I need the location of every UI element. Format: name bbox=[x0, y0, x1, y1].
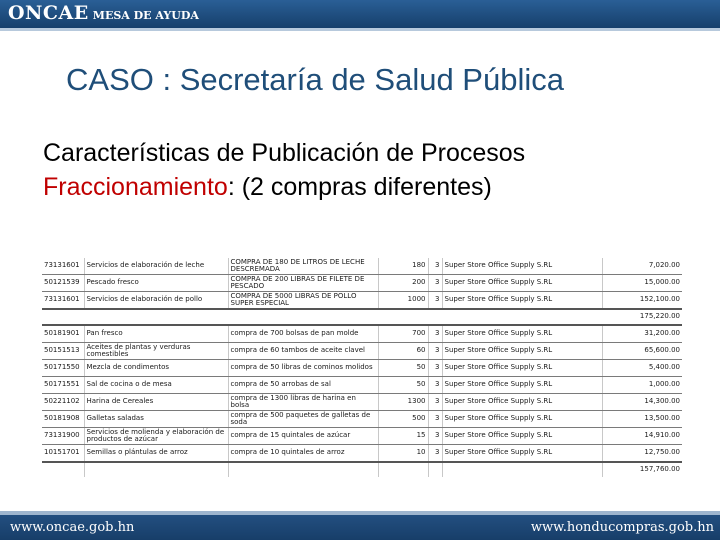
cell-amount: 152,100.00 bbox=[602, 292, 682, 310]
cell-amount: 5,400.00 bbox=[602, 360, 682, 377]
cell-amount: 12,750.00 bbox=[602, 445, 682, 463]
cell-amount: 14,910.00 bbox=[602, 428, 682, 445]
table-total-row bbox=[42, 462, 682, 477]
subtitle-line-1: Características de Publicación de Procesos bbox=[43, 139, 526, 167]
cell-quantity: 50 bbox=[378, 377, 428, 394]
cell-quantity: 500 bbox=[378, 411, 428, 428]
cell-quantity: 50 bbox=[378, 360, 428, 377]
cell-count: 3 bbox=[428, 292, 442, 310]
cell-code: 50181901 bbox=[42, 325, 84, 343]
cell-code: 10151701 bbox=[42, 445, 84, 463]
cell-description: Semillas o plántulas de arroz bbox=[84, 445, 228, 463]
cell-code: 50151513 bbox=[42, 343, 84, 360]
cell-description: Mezcla de condimentos bbox=[84, 360, 228, 377]
cell-code: 50221102 bbox=[42, 394, 84, 411]
cell-item: COMPRA DE 5000 LIBRAS DE POLLO SUPER ESPECIAL bbox=[228, 292, 378, 310]
header-bar bbox=[0, 0, 720, 28]
brand-logo bbox=[8, 2, 199, 24]
table-row bbox=[42, 428, 682, 445]
cell-code: 73131601 bbox=[42, 292, 84, 310]
slide-subtitle bbox=[43, 136, 525, 204]
cell-amount: 13,500.00 bbox=[602, 411, 682, 428]
cell-description: Servicios de molienda y elaboración de productos de azúcar bbox=[84, 428, 228, 445]
cell-supplier: Super Store Office Supply S.RL bbox=[442, 360, 602, 377]
cell-supplier: Super Store Office Supply S.RL bbox=[442, 275, 602, 292]
cell-item: compra de 50 libras de cominos molidos bbox=[228, 360, 378, 377]
cell-amount: 7,020.00 bbox=[602, 258, 682, 275]
cell-amount: 14,300.00 bbox=[602, 394, 682, 411]
subtitle-rest: : (2 compras diferentes) bbox=[227, 173, 492, 201]
cell-code: 73131601 bbox=[42, 258, 84, 275]
table-row bbox=[42, 411, 682, 428]
table-total-row bbox=[42, 309, 682, 325]
cell-description: Pescado fresco bbox=[84, 275, 228, 292]
cell-code: 50121539 bbox=[42, 275, 84, 292]
cell-code: 50181908 bbox=[42, 411, 84, 428]
cell-count: 3 bbox=[428, 275, 442, 292]
brand-name: ONCAE bbox=[8, 2, 89, 24]
cell-count: 3 bbox=[428, 343, 442, 360]
cell-total: 157,760.00 bbox=[602, 462, 682, 477]
table-row bbox=[42, 360, 682, 377]
cell-supplier: Super Store Office Supply S.RL bbox=[442, 377, 602, 394]
footer-link-oncae[interactable]: www.oncae.gob.hn bbox=[10, 520, 135, 535]
footer-link-honducompras[interactable]: www.honducompras.gob.hn bbox=[530, 520, 714, 535]
purchases-table bbox=[42, 258, 682, 488]
cell-supplier: Super Store Office Supply S.RL bbox=[442, 411, 602, 428]
brand-subtitle: MESA DE AYUDA bbox=[92, 9, 199, 22]
table-row bbox=[42, 377, 682, 394]
cell-item: COMPRA DE 200 LIBRAS DE FILETE DE PESCADO bbox=[228, 275, 378, 292]
cell-quantity: 700 bbox=[378, 325, 428, 343]
cell-item: compra de 700 bolsas de pan molde bbox=[228, 325, 378, 343]
cell-item: compra de 1300 libras de harina en bolsa bbox=[228, 394, 378, 411]
subtitle-line-2 bbox=[43, 170, 525, 204]
cell-empty bbox=[42, 462, 84, 477]
cell-quantity: 1300 bbox=[378, 394, 428, 411]
table-row bbox=[42, 394, 682, 411]
cell-description: Sal de cocina o de mesa bbox=[84, 377, 228, 394]
cell-empty bbox=[42, 309, 84, 325]
cell-description: Servicios de elaboración de pollo bbox=[84, 292, 228, 310]
cell-description: Pan fresco bbox=[84, 325, 228, 343]
cell-quantity: 10 bbox=[378, 445, 428, 463]
cell-count: 3 bbox=[428, 411, 442, 428]
cell-code: 50171551 bbox=[42, 377, 84, 394]
cell-count: 3 bbox=[428, 394, 442, 411]
cell-empty bbox=[378, 309, 428, 325]
cell-item: compra de 10 quintales de arroz bbox=[228, 445, 378, 463]
cell-item: compra de 50 arrobas de sal bbox=[228, 377, 378, 394]
cell-description: Harina de Cereales bbox=[84, 394, 228, 411]
cell-supplier: Super Store Office Supply S.RL bbox=[442, 258, 602, 275]
cell-empty bbox=[428, 309, 442, 325]
cell-empty bbox=[228, 309, 378, 325]
cell-supplier: Super Store Office Supply S.RL bbox=[442, 292, 602, 310]
cell-amount: 15,000.00 bbox=[602, 275, 682, 292]
cell-code: 50171550 bbox=[42, 360, 84, 377]
cell-empty bbox=[228, 462, 378, 477]
cell-quantity: 200 bbox=[378, 275, 428, 292]
cell-count: 3 bbox=[428, 428, 442, 445]
cell-code: 73131900 bbox=[42, 428, 84, 445]
cell-supplier: Super Store Office Supply S.RL bbox=[442, 325, 602, 343]
cell-count: 3 bbox=[428, 325, 442, 343]
cell-quantity: 180 bbox=[378, 258, 428, 275]
cell-empty bbox=[442, 309, 602, 325]
table-row bbox=[42, 445, 682, 463]
table-row bbox=[42, 258, 682, 275]
table-row bbox=[42, 292, 682, 310]
cell-empty bbox=[84, 309, 228, 325]
subtitle-highlight: Fraccionamiento bbox=[43, 173, 228, 201]
table-row bbox=[42, 325, 682, 343]
cell-empty bbox=[84, 462, 228, 477]
cell-item: COMPRA DE 180 DE LITROS DE LECHE DESCREMADA bbox=[228, 258, 378, 275]
cell-empty bbox=[442, 462, 602, 477]
cell-item: compra de 15 quintales de azúcar bbox=[228, 428, 378, 445]
cell-amount: 31,200.00 bbox=[602, 325, 682, 343]
cell-empty bbox=[378, 462, 428, 477]
cell-count: 3 bbox=[428, 377, 442, 394]
cell-amount: 1,000.00 bbox=[602, 377, 682, 394]
cell-description: Servicios de elaboración de leche bbox=[84, 258, 228, 275]
header-divider bbox=[0, 28, 720, 31]
cell-supplier: Super Store Office Supply S.RL bbox=[442, 343, 602, 360]
cell-empty bbox=[428, 462, 442, 477]
cell-item: compra de 500 paquetes de galletas de soda bbox=[228, 411, 378, 428]
cell-quantity: 15 bbox=[378, 428, 428, 445]
cell-count: 3 bbox=[428, 360, 442, 377]
cell-item: compra de 60 tambos de aceite clavel bbox=[228, 343, 378, 360]
cell-quantity: 60 bbox=[378, 343, 428, 360]
footer-bar bbox=[0, 515, 720, 540]
cell-supplier: Super Store Office Supply S.RL bbox=[442, 445, 602, 463]
table-row bbox=[42, 275, 682, 292]
cell-quantity: 1000 bbox=[378, 292, 428, 310]
cell-amount: 65,600.00 bbox=[602, 343, 682, 360]
cell-count: 3 bbox=[428, 445, 442, 463]
cell-supplier: Super Store Office Supply S.RL bbox=[442, 394, 602, 411]
cell-description: Aceites de plantas y verduras comestibles bbox=[84, 343, 228, 360]
cell-description: Galletas saladas bbox=[84, 411, 228, 428]
cell-total: 175,220.00 bbox=[602, 309, 682, 325]
cell-count: 3 bbox=[428, 258, 442, 275]
table-row bbox=[42, 343, 682, 360]
slide-title: CASO : Secretaría de Salud Pública bbox=[66, 62, 564, 97]
cell-supplier: Super Store Office Supply S.RL bbox=[442, 428, 602, 445]
